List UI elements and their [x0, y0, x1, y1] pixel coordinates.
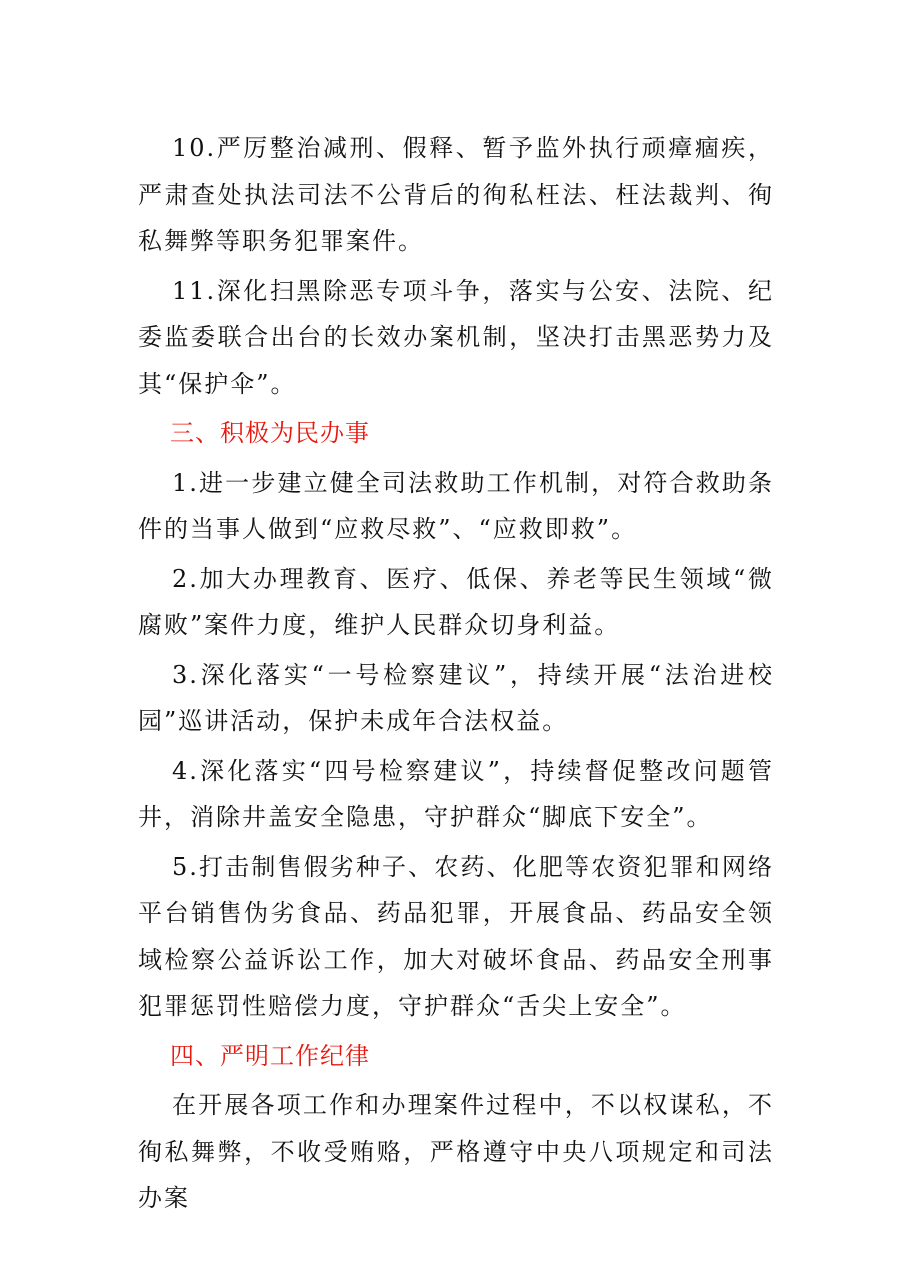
paragraph-item-3: 3.深化落实“一号检察建议”，持续开展“法治进校园”巡讲活动，保护未成年合法权益。 — [138, 660, 774, 735]
section-heading-3: 三、积极为民办事 — [170, 419, 370, 447]
section-heading-4: 四、严明工作纪律 — [170, 1041, 370, 1070]
paragraph-item-10: 10.严厉整治减刑、假释、暂予监外执行顽瘴痼疾，严肃查处执法司法不公背后的徇私枉法、枉法裁判、徇私舞弊等职务犯罪案件。 — [138, 134, 774, 255]
paragraph-item-11: 11.深化扫黑除恶专项斗争，落实与公安、法院、纪委监委联合出台的长效办案机制，坚决打击黑恶势力及其“保护伞”。 — [138, 276, 774, 398]
paragraph-item-5: 5.打击制售假劣种子、农药、化肥等农资犯罪和网络平台销售伪劣食品、药品犯罪，开展食品、药品安全领域检察公益诉讼工作，加大对破坏食品、药品安全刑事犯罪惩罚性赔偿力度，守护群众“舌尖上安全”。 — [138, 852, 774, 1020]
paragraph-item-1: 1.进一步建立健全司法救助工作机制，对符合救助条件的当事人做到“应救尽救”、“应救即救”。 — [138, 468, 774, 543]
paragraph-item-4: 4.深化落实“四号检察建议”，持续督促整改问题管井，消除井盖安全隐患，守护群众“脚底下安全”。 — [138, 756, 774, 831]
paragraph-discipline: 在开展各项工作和办理案件过程中，不以权谋私，不徇私舞弊，不收受贿赂，严格遵守中央八项规定和司法办案 — [138, 1091, 774, 1212]
document-body — [138, 125, 774, 1225]
paragraph-item-2: 2.加大办理教育、医疗、低保、养老等民生领域“微腐败”案件力度，维护人民群众切身利益。 — [138, 564, 774, 639]
